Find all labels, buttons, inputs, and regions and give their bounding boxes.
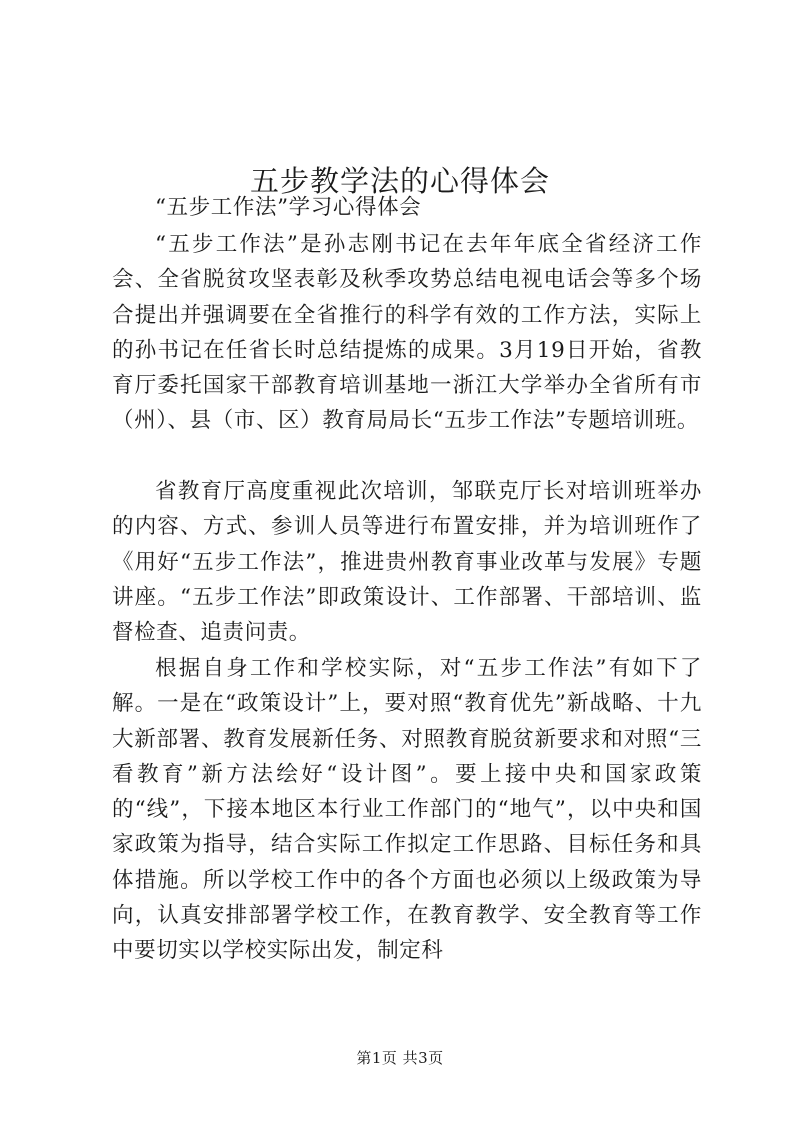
document-title: 五步教学法的心得体会 (249, 164, 550, 199)
paragraph-3: 根据自身工作和学校实际，对“五步工作法”有如下了解。一是在“政策设计”上，要对照“教育优先”新战略、十九大新部署、教育发展新任务、对照教育脱贫新要求和对照“三看教育”新方法绘好“设计图”。要上接中央和国家政策的“线”，下接本地区本行业工作部门的“地气”，以中央和国家政策为指导，结合实际工作拟定工作思路、目标任务和具体措施。所以学校工作中的各个方面也必须以上级政策为导向，认真安排部署学校工作，在教育教学、安全教育等工作中要切实以学校实际出发，制定科 (112, 656, 702, 964)
paragraph-2: 省教育厅高度重视此次培训，邹联克厅长对培训班举办的内容、方式、参训人员等进行布置安排，并为培训班作了《用好“五步工作法”，推进贵州教育事业改革与发展》专题讲座。“五步工作法”即政策设计、工作部署、干部培训、监督检查、追责问责。 (112, 479, 702, 646)
document-subtitle: “五步工作法”学习心得体会 (155, 195, 422, 220)
paragraph-1: “五步工作法”是孙志刚书记在去年年底全省经济工作会、全省脱贫攻坚表彰及秋季攻势总结电视电话会等多个场合提出并强调要在全省推行的科学有效的工作方法，实际上的孙书记在任省长时总结提炼的成果。3月19日开始，省教育厅委托国家干部教育培训基地一浙江大学举办全省所有市（州）、县（市、区）教育局局长“五步工作法”专题培训班。 (112, 232, 702, 434)
page-number-footer: 第1页 共3页 (356, 1049, 444, 1067)
